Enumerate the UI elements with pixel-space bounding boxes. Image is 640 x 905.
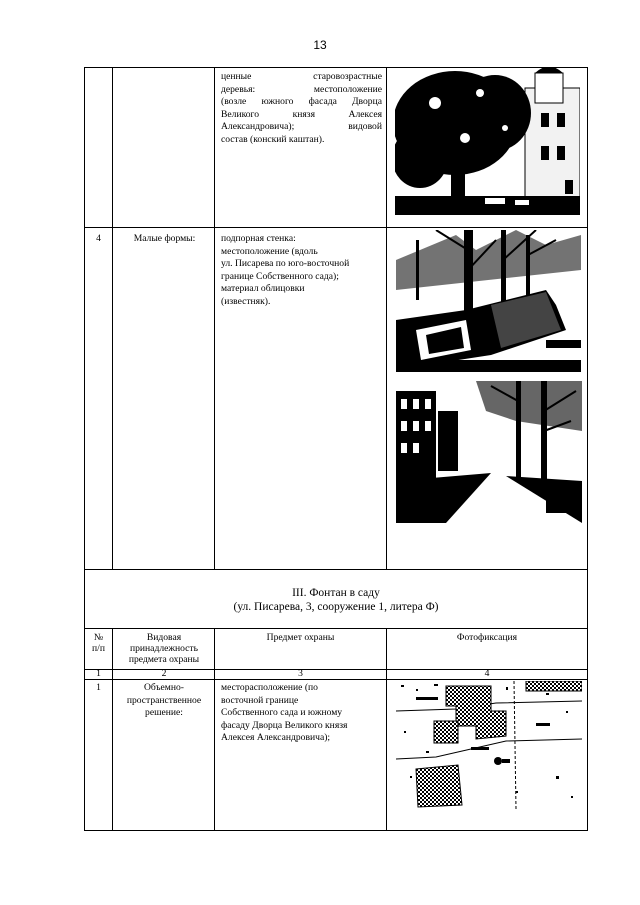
- header-number: [85, 632, 112, 654]
- text-line: месторасположение (по: [221, 682, 318, 693]
- row-1-number: 1: [96, 682, 101, 693]
- col-number: 1: [96, 668, 101, 679]
- text-line: фасаду Дворца Великого князя: [221, 719, 348, 731]
- header-line: принадлежность: [129, 643, 198, 654]
- site-plan-map: [396, 681, 582, 809]
- section-title: III. Фонтан в саду: [292, 587, 380, 599]
- text-line: ценные старовозрастные: [221, 71, 382, 82]
- text-line: ул. Писарева по юго-восточной: [221, 258, 350, 270]
- col-number: 2: [161, 668, 167, 679]
- header-subject: Предмет охраны: [266, 632, 335, 643]
- text-line: (известняк).: [221, 295, 271, 307]
- col-number: 4: [484, 668, 490, 679]
- row-1-text: [221, 682, 385, 745]
- text-line: (возле южного фасада Дворца: [221, 96, 382, 108]
- row-4-number: 4: [96, 233, 101, 244]
- header-photo: Фотофиксация: [456, 632, 518, 643]
- type-line: Объемно-: [144, 682, 184, 693]
- protection-table: [84, 67, 588, 831]
- garden-alley-photo: [396, 381, 582, 523]
- retaining-wall-photo: [396, 230, 581, 372]
- text-line: Собственного сада и южному: [221, 707, 343, 719]
- header-line: предмета охраны: [128, 654, 200, 665]
- header-line: п/п: [92, 643, 105, 654]
- header-type: [114, 632, 214, 665]
- row-4-text: [221, 233, 385, 309]
- page-number: 13: [313, 38, 327, 52]
- header-line: №: [93, 632, 104, 643]
- col-number: 3: [298, 668, 303, 679]
- header-line: Видовая: [146, 632, 182, 643]
- type-line: решение:: [145, 707, 183, 719]
- type-line: пространственное: [126, 694, 202, 706]
- text-line: подпорная стенка:: [221, 233, 296, 244]
- text-line: восточной границе: [221, 694, 299, 706]
- text-line: Великого князя Алексея: [221, 108, 382, 120]
- tree-building-photo: [395, 68, 580, 215]
- text-line: Алексея Александровича);: [221, 732, 331, 744]
- text-line: границе Собственного сада);: [221, 270, 339, 282]
- section-subtitle: (ул. Писарева, 3, сооружение 1, литера Ф): [233, 601, 439, 613]
- text-line: состав (конский каштан).: [221, 133, 325, 145]
- text-line: деревья: местоположение: [221, 83, 382, 95]
- row-continuation-text: [221, 71, 382, 147]
- text-line: материал облицовки: [221, 283, 305, 295]
- row-1-type: [114, 682, 214, 720]
- text-line: местоположение (вдоль: [221, 245, 318, 257]
- text-line: Александровича); видовой: [221, 121, 382, 133]
- row-4-type: Малые формы:: [133, 233, 196, 244]
